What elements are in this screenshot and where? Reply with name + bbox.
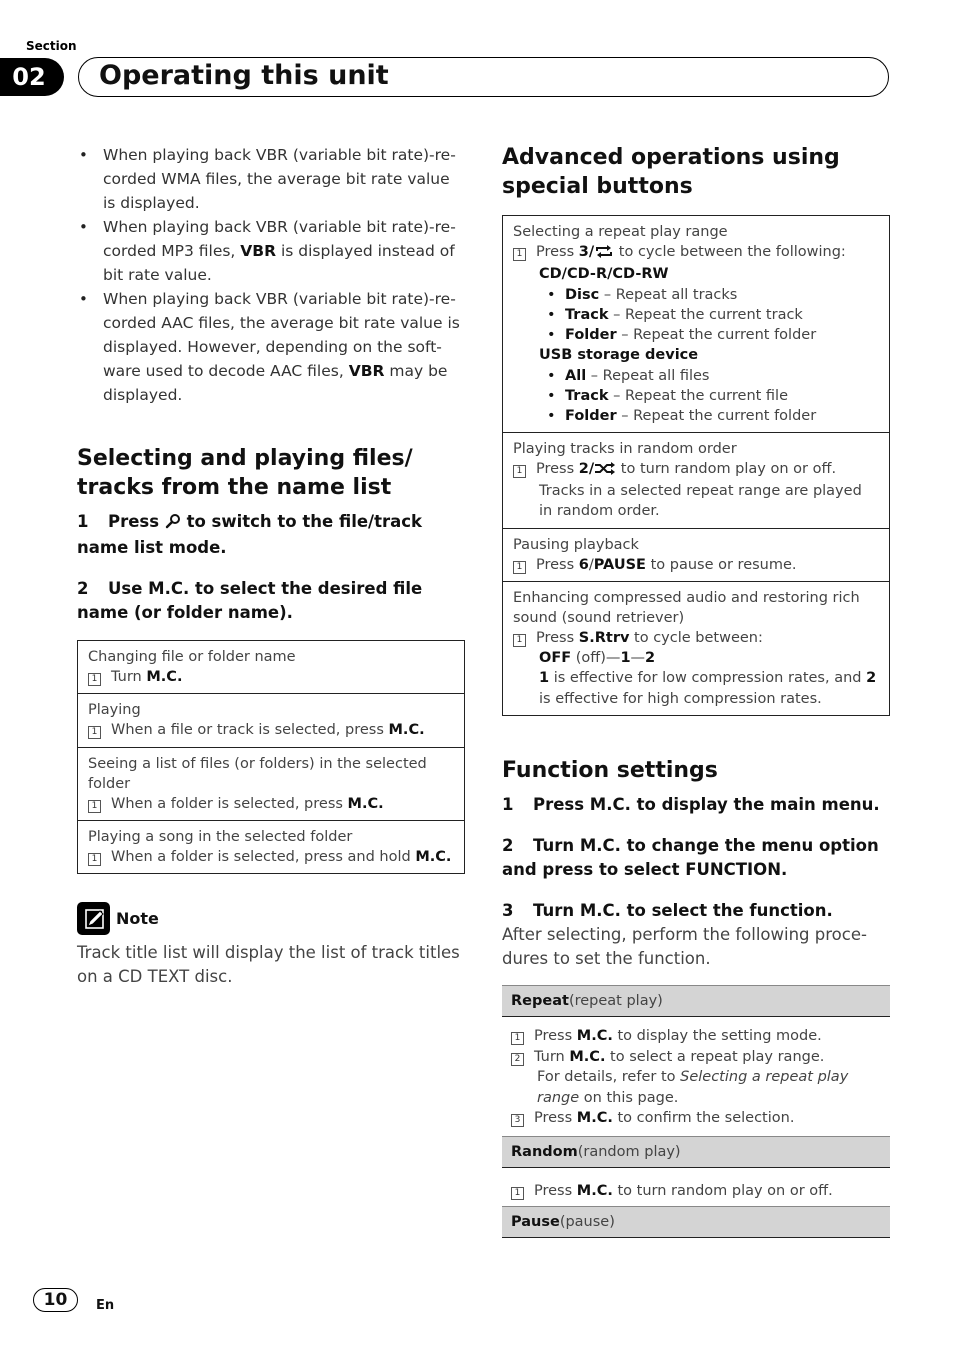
random-setting-steps: 1 Press M.C. to turn random play on or off.: [502, 1168, 890, 1207]
fs-step-3: 3 Turn M.C. to select the function.: [502, 901, 833, 921]
note-header: [77, 902, 465, 935]
section-label: Section: [26, 39, 77, 53]
name-list-table: [77, 640, 465, 874]
section-heading-name-list: Selecting and playing files/ tracks from the name list: [77, 446, 413, 500]
language-label: En: [96, 1298, 115, 1313]
shuffle-icon: [594, 461, 616, 481]
advanced-operations-table: [502, 215, 890, 716]
table-row: Playing tracks in random order 1 Press 2/ to turn random play on or off. Tracks in a selected repeat range are played in random order.: [503, 432, 889, 528]
table-row: Seeing a list of files (or folders) in the selected folder 1 When a folder is selected, press M.C.: [78, 747, 464, 820]
fs-step-1: 1 Press M.C. to display the main menu.: [502, 795, 880, 815]
table-row: Pausing playback 1 Press 6/PAUSE to pause or resume.: [503, 528, 889, 581]
step-2: 2 Use M.C. to select the desired file name (or folder name).: [77, 579, 423, 622]
right-column: [502, 143, 890, 1238]
page-title: Operating this unit: [99, 60, 389, 91]
table-row: Selecting a repeat play range 1 Press 3/ to cycle between the following: CD/CD-R/CD-RW • Disc – Repeat all tracks • Track – Repeat the current track • Folder – Repeat the current folder USB storage device • All – Repeat all files • Track – Repeat the current file • Folder – Repeat the current folder: [503, 216, 889, 432]
function-settings-table: [502, 985, 890, 1238]
note-text: Track title list will display the list of track titles on a CD TEXT disc.: [77, 943, 460, 987]
section-heading-advanced: Advanced operations using special buttons: [502, 145, 840, 199]
title-banner: [78, 57, 889, 97]
list-item: • When playing back VBR (variable bit rate)-re-corded AAC files, the average bit rate value is displayed. However, depending on the soft-ware used to decode AAC files, VBR may be displayed.: [77, 287, 465, 407]
step-1: 1 Press to switch to the file/track name list mode.: [77, 512, 422, 557]
vbr-bullet-list: [77, 143, 465, 407]
pause-setting-header: Pause (pause): [502, 1206, 890, 1238]
fs-step-2: 2 Turn M.C. to change the menu option and press to select FUNCTION.: [502, 836, 879, 880]
section-heading-function-settings: Function settings: [502, 758, 718, 784]
search-icon: [165, 512, 181, 536]
random-setting-header: Random (random play): [502, 1136, 890, 1168]
page-number: 10: [33, 1288, 78, 1312]
pencil-icon: [77, 902, 110, 935]
fs-instructions: After selecting, perform the following proce-dures to set the function.: [502, 925, 867, 969]
table-row: Changing file or folder name 1 Turn M.C.: [88, 649, 296, 685]
repeat-setting-header: Repeat (repeat play): [502, 985, 890, 1017]
table-row: Enhancing compressed audio and restoring rich sound (sound retriever) 1 Press S.Rtrv to cycle between: OFF (off)—1—2 1 is effective for low compression rates, and 2 is effective for high compression rates.: [503, 581, 889, 715]
table-row: Playing a song in the selected folder 1 When a folder is selected, press and hold M.C.: [78, 820, 464, 873]
table-row: Playing 1 When a file or track is selected, press M.C.: [78, 693, 464, 746]
left-column: [77, 143, 465, 989]
repeat-setting-steps: 1 Press M.C. to display the setting mode. 2 Turn M.C. to select a repeat play range. For details, refer to Selecting a repeat play range on this page. 3 Press M.C. to confirm the selection.: [502, 1017, 890, 1136]
list-item: • When playing back VBR (variable bit rate)-re-corded MP3 files, VBR is displayed instead of bit rate value.: [77, 215, 465, 287]
note-label: Note: [116, 909, 159, 929]
repeat-icon: [594, 244, 614, 264]
list-item: • When playing back VBR (variable bit rate)-re-corded WMA files, the average bit rate value is displayed.: [77, 143, 465, 215]
section-number-badge: 02: [0, 58, 64, 96]
